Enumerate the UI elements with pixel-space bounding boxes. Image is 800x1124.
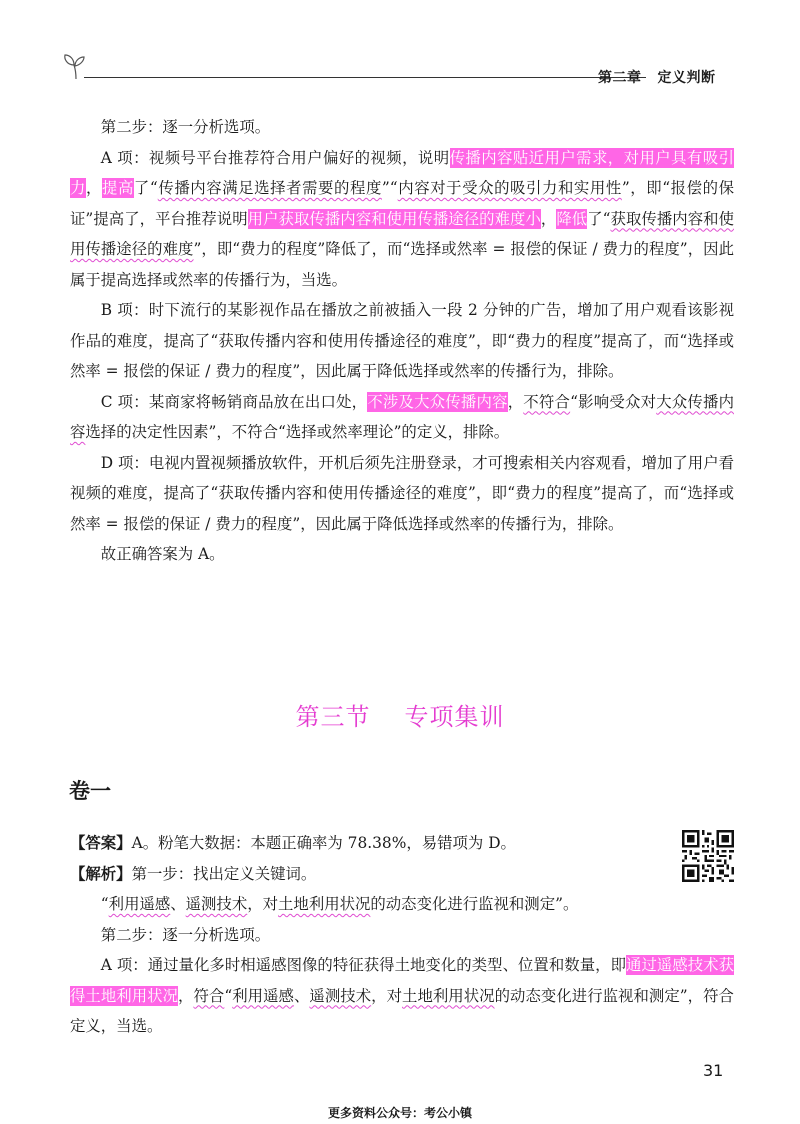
wavy-underlined-text: 大众传播内容 — [70, 392, 734, 441]
analysis-line — [70, 859, 734, 890]
answer-analysis-section — [70, 828, 734, 1042]
wavy-underlined-text: 遥测技术 — [185, 895, 248, 913]
option-a-paragraph — [70, 143, 734, 296]
highlighted-text: 通过遥感技术获得土地利用状况 — [70, 956, 734, 1005]
answer-line — [70, 828, 734, 859]
analysis-section-top — [70, 112, 734, 570]
wavy-underlined-text: 利用遥感 — [232, 986, 294, 1005]
page-header — [62, 52, 742, 92]
text-run: ”，即“报偿的保证”提高了，平台推荐说明 — [70, 179, 734, 228]
footer-note: 更多资料公众号：考公小镇 — [327, 1106, 472, 1120]
text-run: B 项：时下流行的某影视作品在播放之前被插入一段 2 分钟的广告，增加了用户观看该影视作品的难度，提高了“获取传播内容和使用传播途径的难度”，即“费力的程度”提高了，而“选择或然率 = 报偿的保证 / 费力的程度”，因此属于降低选择或然率的传播行为，排除。 — [70, 301, 734, 380]
step2-heading: 第二步：逐一分析选项。 — [100, 118, 271, 136]
highlighted-text: 降低 — [556, 209, 588, 228]
volume-title: 卷一 — [69, 779, 111, 803]
chapter-label — [598, 67, 716, 87]
wavy-underlined-text: 土地利用状况 — [278, 895, 371, 913]
highlighted-text: 传播内容贴近用户需求，对用户具有吸引力 — [70, 148, 734, 197]
text-run: ”“ — [381, 179, 398, 197]
text-run: ，对 — [371, 986, 403, 1005]
text-run: ， — [178, 986, 194, 1005]
option-d-paragraph — [70, 448, 734, 540]
text-run: “影响受众对 — [570, 392, 657, 411]
text-run: 、 — [170, 895, 186, 913]
section-number: 第三节 — [295, 703, 371, 731]
wavy-underlined-text: 获取传播内容和使用传播途径的难度 — [70, 209, 734, 258]
text-run: C 项：某商家将畅销商品放在出口处， — [100, 392, 368, 411]
text-run: ， — [507, 392, 524, 411]
text-run: ，对 — [247, 895, 279, 913]
header-rule — [84, 77, 646, 78]
wavy-underlined-text: 遥测技术 — [309, 986, 372, 1005]
conclusion-paragraph: 故正确答案为 A。 — [100, 545, 225, 563]
highlighted-text: 提高 — [101, 179, 134, 197]
highlighted-text: 用户获取传播内容和使用传播途径的难度小 — [247, 209, 541, 228]
text-run: 的动态变化进行监视和测定”。 — [370, 895, 579, 913]
chapter-title: 定义判断 — [657, 70, 716, 86]
section-name: 专项集训 — [404, 703, 505, 731]
text-run: 的动态变化进行监视和测定”，符合定义，当选。 — [70, 986, 734, 1035]
wavy-underlined-text: 利用遥感 — [108, 895, 171, 913]
text-run: 了“ — [133, 179, 158, 197]
step1-heading: 第一步：找出定义关键词。 — [131, 864, 317, 883]
text-run: 了“ — [587, 209, 611, 228]
option-a-paragraph-bottom — [70, 950, 734, 1042]
chapter-number: 第二章 — [598, 70, 642, 86]
wavy-underlined-text: 符合 — [193, 986, 225, 1005]
text-run: “ — [100, 895, 109, 913]
page-number: 31 — [703, 1061, 724, 1080]
option-b-paragraph — [70, 295, 734, 387]
option-c-paragraph — [70, 387, 734, 448]
text-run: 、 — [293, 986, 310, 1005]
wavy-underlined-text: 土地利用状况 — [402, 986, 495, 1005]
wavy-underlined-text: 内容对于受众的吸引力和实用性 — [397, 179, 622, 197]
answer-label: 【答案】 — [70, 834, 132, 852]
answer-text: A。粉笔大数据：本题正确率为 78.38%，易错项为 D。 — [131, 834, 516, 852]
definition-quote — [70, 889, 734, 920]
text-run: A 项：通过量化多时相遥感图像的特征获得土地变化的类型、位置和数量，即 — [100, 956, 627, 974]
text-run: D 项：电视内置视频播放软件，开机后须先注册登录，才可搜索相关内容观看，增加了用户看视频的难度，提高了“获取传播内容和使用传播途径的难度”，即“费力的程度”提高了，而“选择或然率 = 报偿的保证 / 费力的程度”，因此属于降低选择或然率的传播行为，排除。 — [70, 453, 734, 533]
text-run: ， — [540, 209, 557, 228]
section-title — [0, 697, 800, 732]
text-run: A 项：视频号平台推荐符合用户偏好的视频，说明 — [100, 148, 450, 167]
step2-heading-bottom: 第二步：逐一分析选项。 — [100, 925, 271, 944]
highlighted-text: 不涉及大众传播内容 — [367, 392, 508, 411]
wavy-underlined-text: 不符合 — [523, 392, 571, 411]
analysis-label: 【解析】 — [70, 864, 132, 883]
text-run: ”，即“费力的程度”降低了，而“选择或然率 = 报偿的保证 / 费力的程度”，因此属于提高选择或然率的传播行为，当选。 — [70, 240, 734, 289]
wavy-underlined-text: 传播内容满足选择者需要的程度 — [157, 179, 382, 197]
text-run: 选择的决定性因素”，不符合“选择或然率理论”的定义，排除。 — [85, 423, 510, 441]
text-run: ， — [85, 179, 102, 197]
text-run: “ — [224, 986, 233, 1005]
